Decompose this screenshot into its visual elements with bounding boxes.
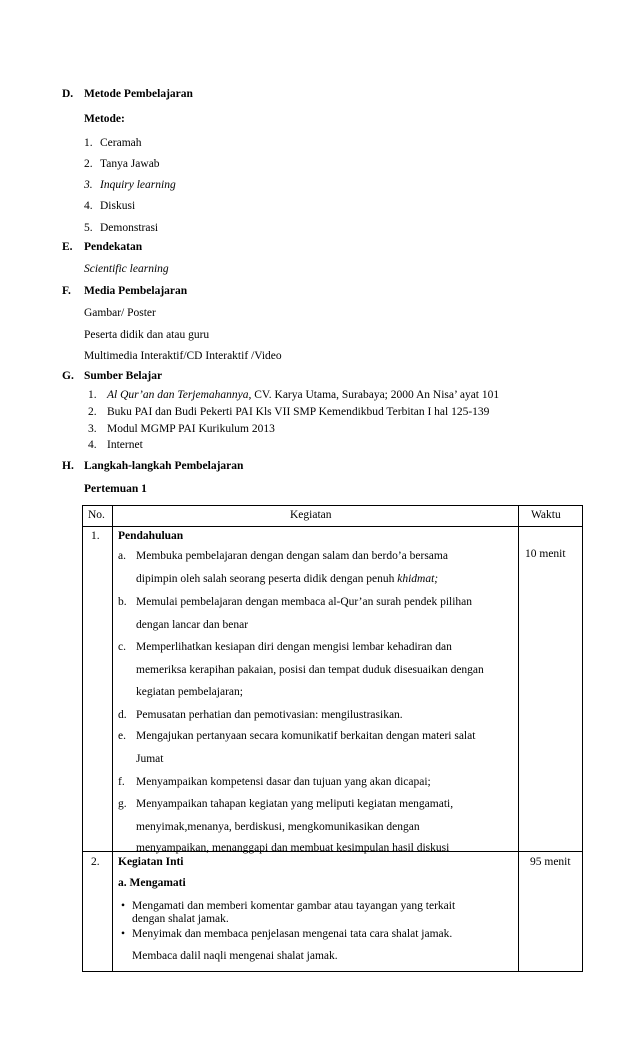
step-text: Jumat <box>136 753 164 765</box>
row-title: Kegiatan Inti <box>118 856 184 868</box>
row-title: Pendahuluan <box>118 530 184 542</box>
sumber-item-italic: Al Qur’an dan Terjemahannya, <box>107 389 252 401</box>
activity-subheading: a. Mengamati <box>118 877 186 889</box>
step-text: Menyampaikan kompetensi dasar dan tujuan yang akan dicapai; <box>136 776 431 788</box>
section-f-letter: F. <box>62 285 71 297</box>
meeting-label: Pertemuan 1 <box>84 483 147 495</box>
bullet-icon: • <box>121 900 126 912</box>
step-text: Mengajukan pertanyaan secara komunikatif berkaitan dengan materi salat <box>136 730 476 742</box>
section-g-title: Sumber Belajar <box>84 370 163 382</box>
sumber-item-text: CV. Karya Utama, Surabaya; 2000 An Nisa’ ayat 101 <box>251 389 500 401</box>
metode-item: Diskusi <box>100 200 136 212</box>
sumber-item: Modul MGMP PAI Kurikulum 2013 <box>107 423 275 435</box>
media-line: Multimedia Interaktif/CD Interaktif /Video <box>84 350 282 362</box>
step-letter: d. <box>118 709 127 721</box>
step-text-part: dipimpin oleh salah seorang peserta didik dengan penuh <box>136 573 398 585</box>
step-letter: e. <box>118 730 126 742</box>
metode-subtitle: Metode: <box>84 113 125 125</box>
table-border-top <box>82 505 583 506</box>
sumber-item <box>107 389 499 401</box>
pendekatan-text: Scientific learning <box>84 263 169 275</box>
bullet-text: Mengamati dan memberi komentar gambar atau tayangan yang terkait <box>132 900 456 912</box>
step-text <box>136 573 438 585</box>
step-text: Menyampaikan tahapan kegiatan yang meliputi kegiatan mengamati, <box>136 798 454 810</box>
table-col-divider <box>518 505 519 972</box>
table-border-right <box>582 505 583 972</box>
step-text: menyampaikan, menanggapi dan membuat kesimpulan hasil diskusi <box>136 842 450 854</box>
step-letter: c. <box>118 641 126 653</box>
sumber-num: 2. <box>88 406 97 418</box>
table-border-left <box>82 505 83 972</box>
table-border-bottom <box>82 971 583 972</box>
sumber-num: 4. <box>88 439 97 451</box>
step-text: dengan lancar dan benar <box>136 619 249 631</box>
table-col-divider <box>112 505 113 972</box>
step-text: Memperlihatkan kesiapan diri dengan mengisi lembar kehadiran dan <box>136 641 452 653</box>
step-text: Membuka pembelajaran dengan dengan salam dan berdo’a bersama <box>136 550 448 562</box>
step-text: Memulai pembelajaran dengan membaca al-Qur’an surah pendek pilihan <box>136 596 473 608</box>
step-text: menyimak,menanya, berdiskusi, mengkomunikasikan dengan <box>136 821 420 833</box>
section-g-letter: G. <box>62 370 74 382</box>
section-d-letter: D. <box>62 88 74 100</box>
table-header-divider <box>82 526 583 527</box>
metode-num: 1. <box>84 137 93 149</box>
metode-num: 4. <box>84 200 93 212</box>
media-line: Gambar/ Poster <box>84 307 156 319</box>
bullet-text: dengan shalat jamak. <box>132 913 229 925</box>
metode-num: 3. <box>84 179 93 191</box>
step-letter: a. <box>118 550 126 562</box>
metode-num: 2. <box>84 158 93 170</box>
step-letter: g. <box>118 798 127 810</box>
section-h-title: Langkah-langkah Pembelajaran <box>84 460 244 472</box>
section-e-letter: E. <box>62 241 73 253</box>
bullet-text: Membaca dalil naqli mengenai shalat jamak. <box>132 950 338 962</box>
section-e-title: Pendekatan <box>84 241 143 253</box>
header-waktu: Waktu <box>531 509 561 521</box>
media-line: Peserta didik dan atau guru <box>84 329 210 341</box>
bullet-text: Menyimak dan membaca penjelasan mengenai tata cara shalat jamak. <box>132 928 453 940</box>
header-kegiatan: Kegiatan <box>290 509 332 521</box>
sumber-item: Buku PAI dan Budi Pekerti PAI Kls VII SMP Kemendikbud Terbitan I hal 125-139 <box>107 406 490 418</box>
row-time: 95 menit <box>530 856 571 868</box>
metode-item: Ceramah <box>100 137 142 149</box>
row-number: 1. <box>91 530 100 542</box>
step-text: memeriksa kerapihan pakaian, posisi dan tempat duduk disesuaikan dengan <box>136 664 484 676</box>
header-no: No. <box>88 509 105 521</box>
sumber-num: 1. <box>88 389 97 401</box>
section-d-title: Metode Pembelajaran <box>84 88 193 100</box>
sumber-num: 3. <box>88 423 97 435</box>
metode-num: 5. <box>84 222 93 234</box>
step-text: kegiatan pembelajaran; <box>136 686 243 698</box>
section-h-letter: H. <box>62 460 74 472</box>
metode-item: Tanya Jawab <box>100 158 160 170</box>
metode-item: Inquiry learning <box>100 179 176 191</box>
step-letter: f. <box>118 776 125 788</box>
step-text: Pemusatan perhatian dan pemotivasian: mengilustrasikan. <box>136 709 403 721</box>
row-number: 2. <box>91 856 100 868</box>
sumber-item: Internet <box>107 439 143 451</box>
bullet-icon: • <box>121 928 126 940</box>
metode-item: Demonstrasi <box>100 222 159 234</box>
step-letter: b. <box>118 596 127 608</box>
row-time: 10 menit <box>525 548 566 560</box>
section-f-title: Media Pembelajaran <box>84 285 188 297</box>
step-text-italic: khidmat; <box>397 573 439 585</box>
